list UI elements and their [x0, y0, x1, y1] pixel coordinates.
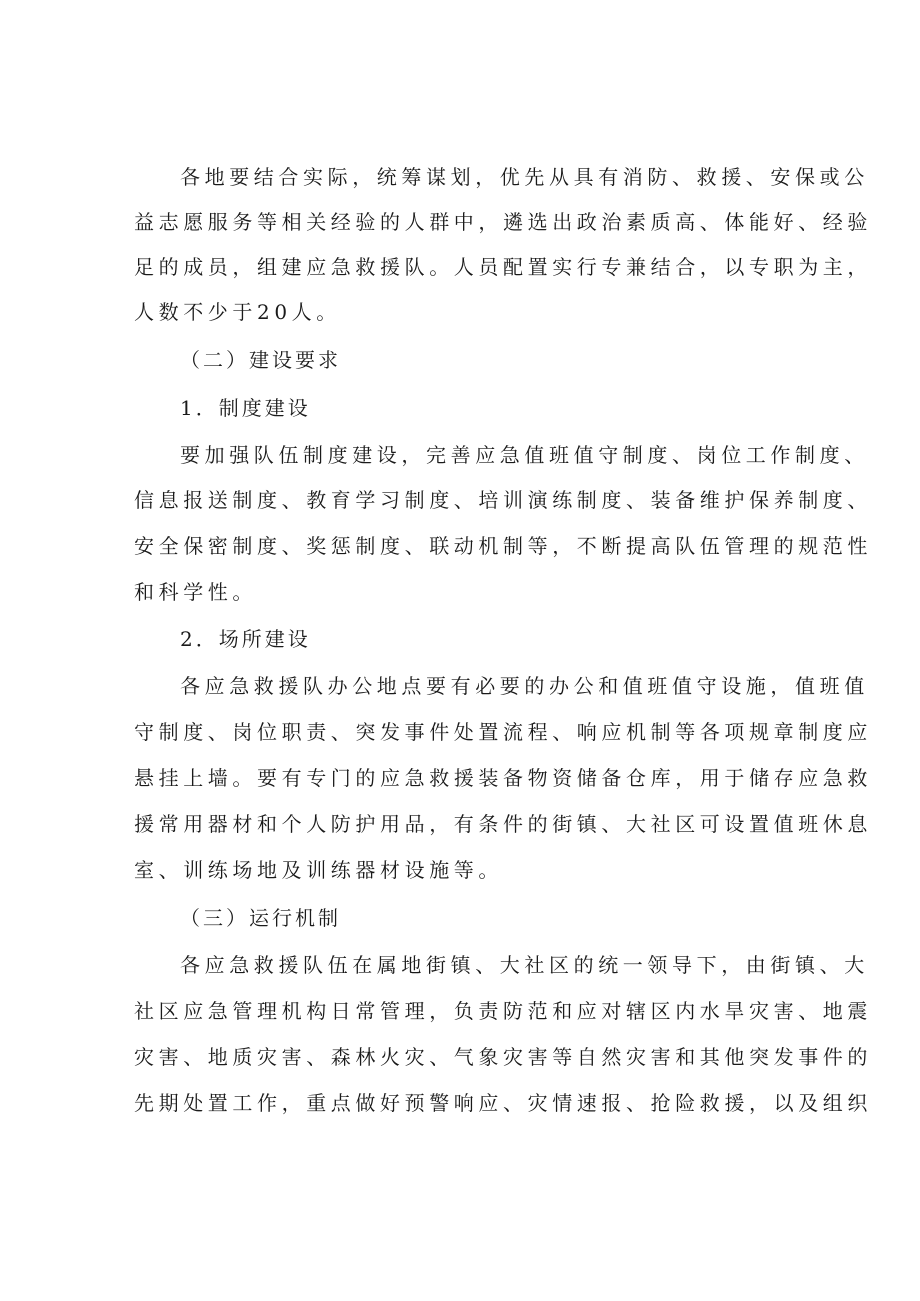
paragraph-line: 益志愿服务等相关经验的人群中，遴选出政治素质高、体能好、经验: [134, 210, 872, 234]
subsection-heading: 2．场所建设: [180, 627, 311, 651]
paragraph-line: 社区应急管理机构日常管理，负责防范和应对辖区内水旱灾害、地震: [134, 999, 872, 1023]
paragraph-line: 室、训练场地及训练器材设施等。: [134, 858, 503, 882]
paragraph-line: 和科学性。: [134, 580, 257, 604]
paragraph-line: 信息报送制度、教育学习制度、培训演练制度、装备维护保养制度、: [134, 488, 872, 512]
section-heading: （二）建设要求: [180, 348, 341, 372]
paragraph-line: 各应急救援队办公地点要有必要的办公和值班值守设施，值班值: [180, 674, 869, 698]
subsection-heading: 1．制度建设: [180, 396, 311, 420]
paragraph-line: 各地要结合实际，统筹谋划，优先从具有消防、救援、安保或公: [180, 165, 869, 189]
paragraph-line: 各应急救援队伍在属地街镇、大社区的统一领导下，由街镇、大: [180, 953, 869, 977]
paragraph-line: 悬挂上墙。要有专门的应急救援装备物资储备仓库，用于储存应急救: [134, 766, 872, 790]
paragraph-line: 足的成员，组建应急救援队。人员配置实行专兼结合，以专职为主，: [134, 255, 872, 279]
paragraph-line: 援常用器材和个人防护用品，有条件的街镇、大社区可设置值班休息: [134, 812, 872, 836]
paragraph-line: 安全保密制度、奖惩制度、联动机制等，不断提高队伍管理的规范性: [134, 534, 872, 558]
section-heading: （三）运行机制: [180, 906, 341, 930]
paragraph-line: 灾害、地质灾害、森林火灾、气象灾害等自然灾害和其他突发事件的: [134, 1045, 872, 1069]
paragraph-line: 要加强队伍制度建设，完善应急值班值守制度、岗位工作制度、: [180, 443, 869, 467]
paragraph-line: 守制度、岗位职责、突发事件处置流程、响应机制等各项规章制度应: [134, 720, 872, 744]
paragraph-line: 先期处置工作，重点做好预警响应、灾情速报、抢险救援，以及组织: [134, 1091, 872, 1115]
paragraph-line: 人数不少于20人。: [134, 300, 341, 324]
